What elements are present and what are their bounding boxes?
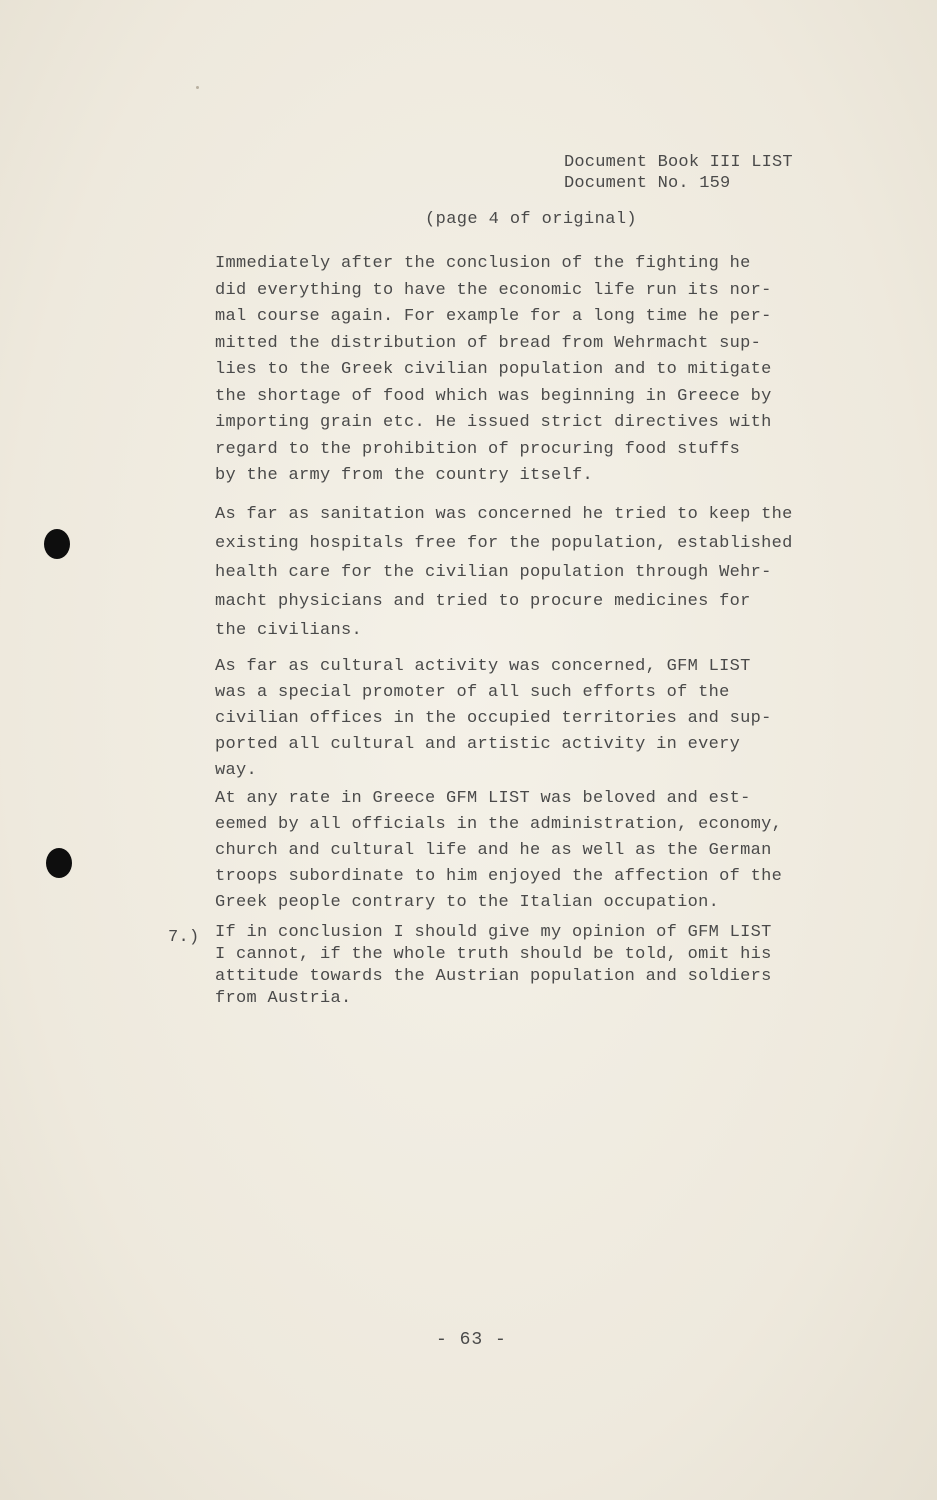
document-reference (564, 152, 793, 194)
text-line: As far as sanitation was concerned he tried to keep the (215, 505, 793, 524)
text-line: lies to the Greek civilian population and to mitigate (215, 360, 772, 379)
text-line: way. (215, 761, 258, 780)
text-line: the civilians. (215, 621, 363, 640)
item-number: 7.) (168, 928, 200, 947)
punch-hole (44, 529, 70, 559)
text-line: civilian offices in the occupied territories and sup- (215, 709, 772, 728)
paragraph-conclusion (215, 922, 865, 1010)
text-line: attitude towards the Austrian population and soldiers (215, 967, 772, 986)
text-line: regard to the prohibition of procuring food stuffs (215, 439, 741, 459)
text-line: At any rate in Greece GFM LIST was beloved and est- (215, 789, 751, 808)
text-line: Immediately after the conclusion of the fighting he (215, 254, 751, 273)
text-line: As far as cultural activity was concerned, GFM LIST (215, 657, 751, 676)
text-line: from Austria. (215, 989, 352, 1008)
text-line: If in conclusion I should give my opinion of GFM LIST (215, 923, 772, 942)
paragraph-cultural (215, 654, 865, 784)
punch-hole (46, 848, 72, 878)
paragraph-economic (215, 251, 865, 490)
text-line: mal course again. For example for a long time he per- (215, 307, 772, 326)
text-line: existing hospitals free for the population, established (215, 534, 793, 553)
document-book-line: Document Book III LIST (564, 153, 793, 172)
paragraph-sanitation (215, 500, 865, 645)
original-page-note: (page 4 of original) (425, 210, 638, 229)
text-line: troops subordinate to him enjoyed the affection of the (215, 867, 783, 886)
text-line: I cannot, if the whole truth should be told, omit his (215, 945, 772, 964)
text-line: Greek people contrary to the Italian occupation. (215, 893, 720, 912)
text-line: eemed by all officials in the administration, economy, (215, 815, 783, 834)
text-line: by the army from the country itself. (215, 466, 594, 485)
text-line: the shortage of food which was beginning in Greece by (215, 386, 772, 406)
text-line: mitted the distribution of bread from Wehrmacht sup- (215, 333, 762, 353)
page-number: - 63 - (436, 1330, 507, 1350)
document-number-line: Document No. 159 (564, 174, 731, 193)
text-line: macht physicians and tried to procure medicines for (215, 592, 751, 611)
text-line: was a special promoter of all such efforts of the (215, 683, 730, 702)
text-line: health care for the civilian population through Wehr- (215, 563, 772, 582)
text-line: did everything to have the economic life run its nor- (215, 280, 772, 300)
paper-speck (196, 86, 199, 89)
text-line: ported all cultural and artistic activity in every (215, 735, 741, 754)
text-line: church and cultural life and he as well as the German (215, 841, 772, 860)
paragraph-greece (215, 786, 865, 916)
text-line: importing grain etc. He issued strict directives with (215, 413, 772, 432)
